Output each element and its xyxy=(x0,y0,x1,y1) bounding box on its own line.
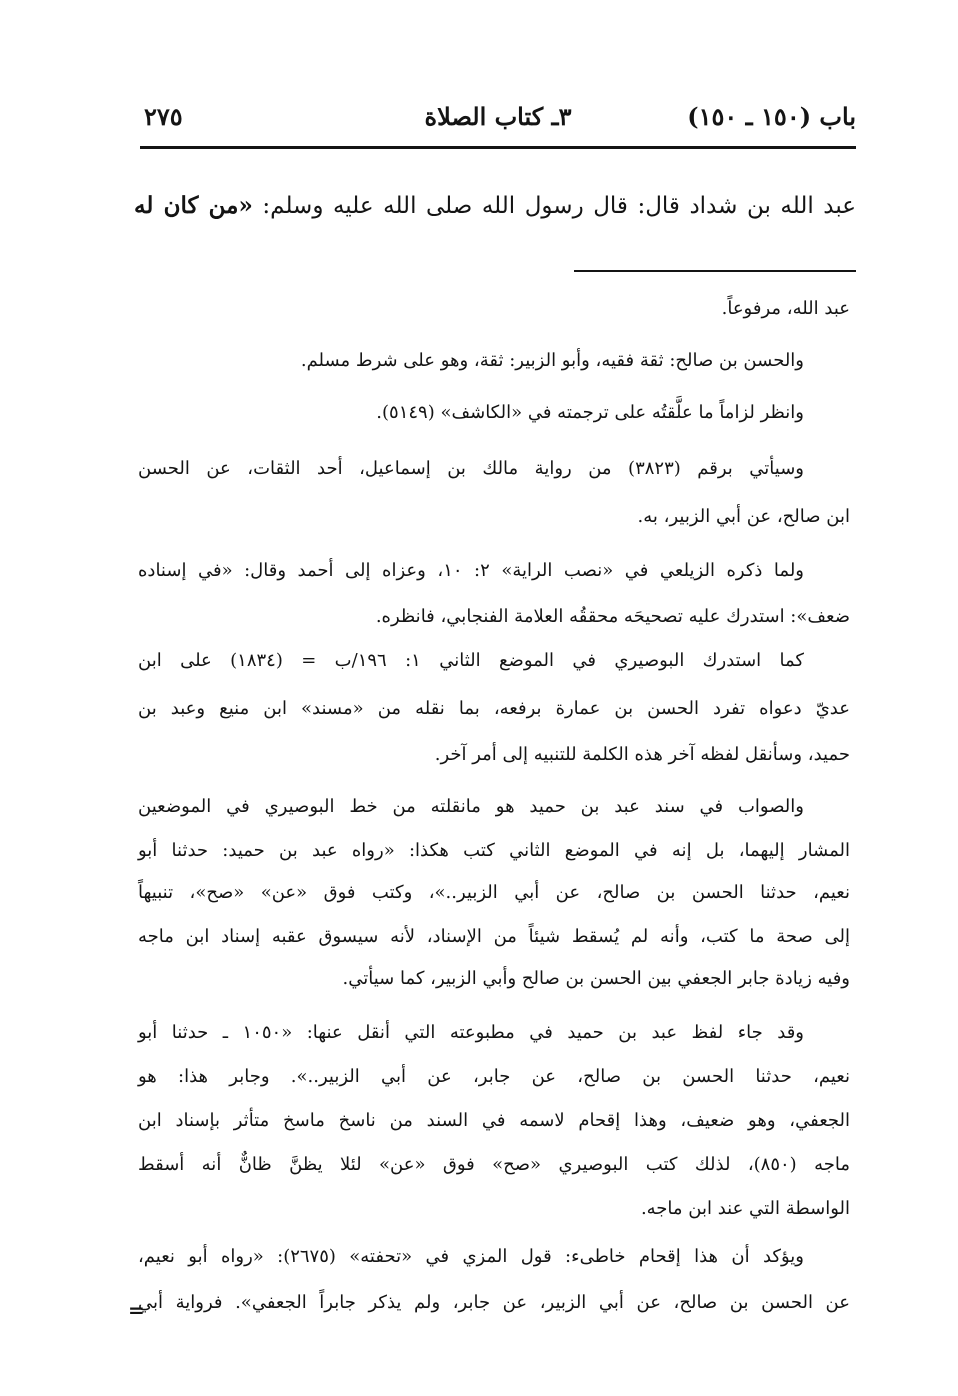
footnote-line: الواسطة التي عند ابن ماجه. xyxy=(640,1198,850,1219)
footnote-line: إلى صحة ما كتب، وأنه لم يُسقط شيئاً من الإسناد، لأنه سيسوق عقبه إسناد ابن ماجه xyxy=(138,926,850,947)
footnote-line: نعيم، حدثنا الحسن بن صالح، عن جابر، عن أبي الزبير..». وجابر هذا: هو xyxy=(138,1066,850,1087)
footnote-line: حميد، وسأنقل لفظه آخر هذه الكلمة للتنبيه إلى أمر آخر. xyxy=(434,744,850,765)
chapter-reference: باب (١٥٠ ـ ١٥٠) xyxy=(687,102,856,131)
footnote-line: عبد الله، مرفوعاً. xyxy=(721,298,850,319)
main-text-line xyxy=(134,186,856,226)
footnote-line: عن الحسن بن صالح، عن أبي الزبير، عن جابر، ولم يذكر جابراً الجعفي». فرواية أبي xyxy=(138,1292,850,1313)
footnote-line: والحسن بن صالح: ثقة فقيه، وأبو الزبير: ثقة، وهو على شرط مسلم. xyxy=(300,350,804,371)
footnote-line: كما استدرك البوصيري في الموضع الثاني ١: ١٩٦/ب = (١٨٣٤) على ابن xyxy=(138,650,804,671)
footnote-line: عديّ دعواه تفرد الحسن بن عمارة برفعه، بما نقله من «مسند» ابن منيع وعبد بن xyxy=(138,698,850,719)
footnote-line: وانظر لزاماً ما علَّقتُه على ترجمته في «الكاشف» (٥١٤٩). xyxy=(376,402,804,423)
book-title: ٣ـ كتاب الصلاة xyxy=(424,102,572,131)
main-text-quote: «من كان له xyxy=(134,192,253,219)
page-number: ٢٧٥ xyxy=(144,102,183,131)
footnote-line: المشار إليهما، بل إنه في الموضع الثاني كتب هكذا: «رواه عبد بن حميد: حدثنا أبو xyxy=(138,840,850,861)
footnote-line: نعيم، حدثنا الحسن بن صالح، عن أبي الزبير..»، وكتب فوق «عن» «صح»، تنبيهاً xyxy=(138,882,850,903)
footnote-line: ويؤكد أن هذا إقحام خاطىء: قول المزي في «تحفته» (٢٦٧٥): «رواه أبو نعيم، xyxy=(138,1246,804,1267)
footnote-line: والصواب في سند عبد بن حميد هو مانقلته من خط البوصيري في الموضعين xyxy=(138,796,804,817)
continuation-mark: = xyxy=(128,1298,145,1322)
running-header xyxy=(140,92,856,144)
footnote-line: ولما ذكره الزيلعي في «نصب الراية» ٢: ١٠، وعزاه إلى أحمد وقال: «في إسناده xyxy=(138,560,804,581)
footnote-line: الجعفي، وهو ضعيف، وهذا إقحام لاسمه في السند من ناسخ ماسخ متأثر بإسناد ابن xyxy=(138,1110,850,1131)
footnote-line: وسيأتي برقم (٣٨٢٣) من رواية مالك بن إسماعيل، أحد الثقات، عن الحسن xyxy=(138,458,804,479)
footnote-line: وقد جاء لفظ عبد بن حميد في مطبوعته التي أنقل عنها: «١٠٥٠ ـ حدثنا أبو xyxy=(138,1022,804,1043)
footnote-line: ابن صالح، عن أبي الزبير، به. xyxy=(637,506,850,527)
footnote-line: ضعف»: استدرك عليه تصحيحَه محققُه العلامة الفنجابي، فانظره. xyxy=(375,606,850,627)
footnote-line: ماجه (٨٥٠)، لذلك كتب البوصيري «صح» فوق «عن» لئلا يظنَّ ظانٌّ أنه أسقط xyxy=(138,1154,850,1175)
footnote-line: وفيه زيادة جابر الجعفي بين الحسن بن صالح وأبي الزبير، كما سيأتي. xyxy=(342,968,850,989)
main-text-plain: عبد الله بن شداد قال: قال رسول الله صلى الله عليه وسلم: xyxy=(262,193,857,219)
footnote-separator xyxy=(574,270,856,272)
header-rule xyxy=(140,146,856,149)
